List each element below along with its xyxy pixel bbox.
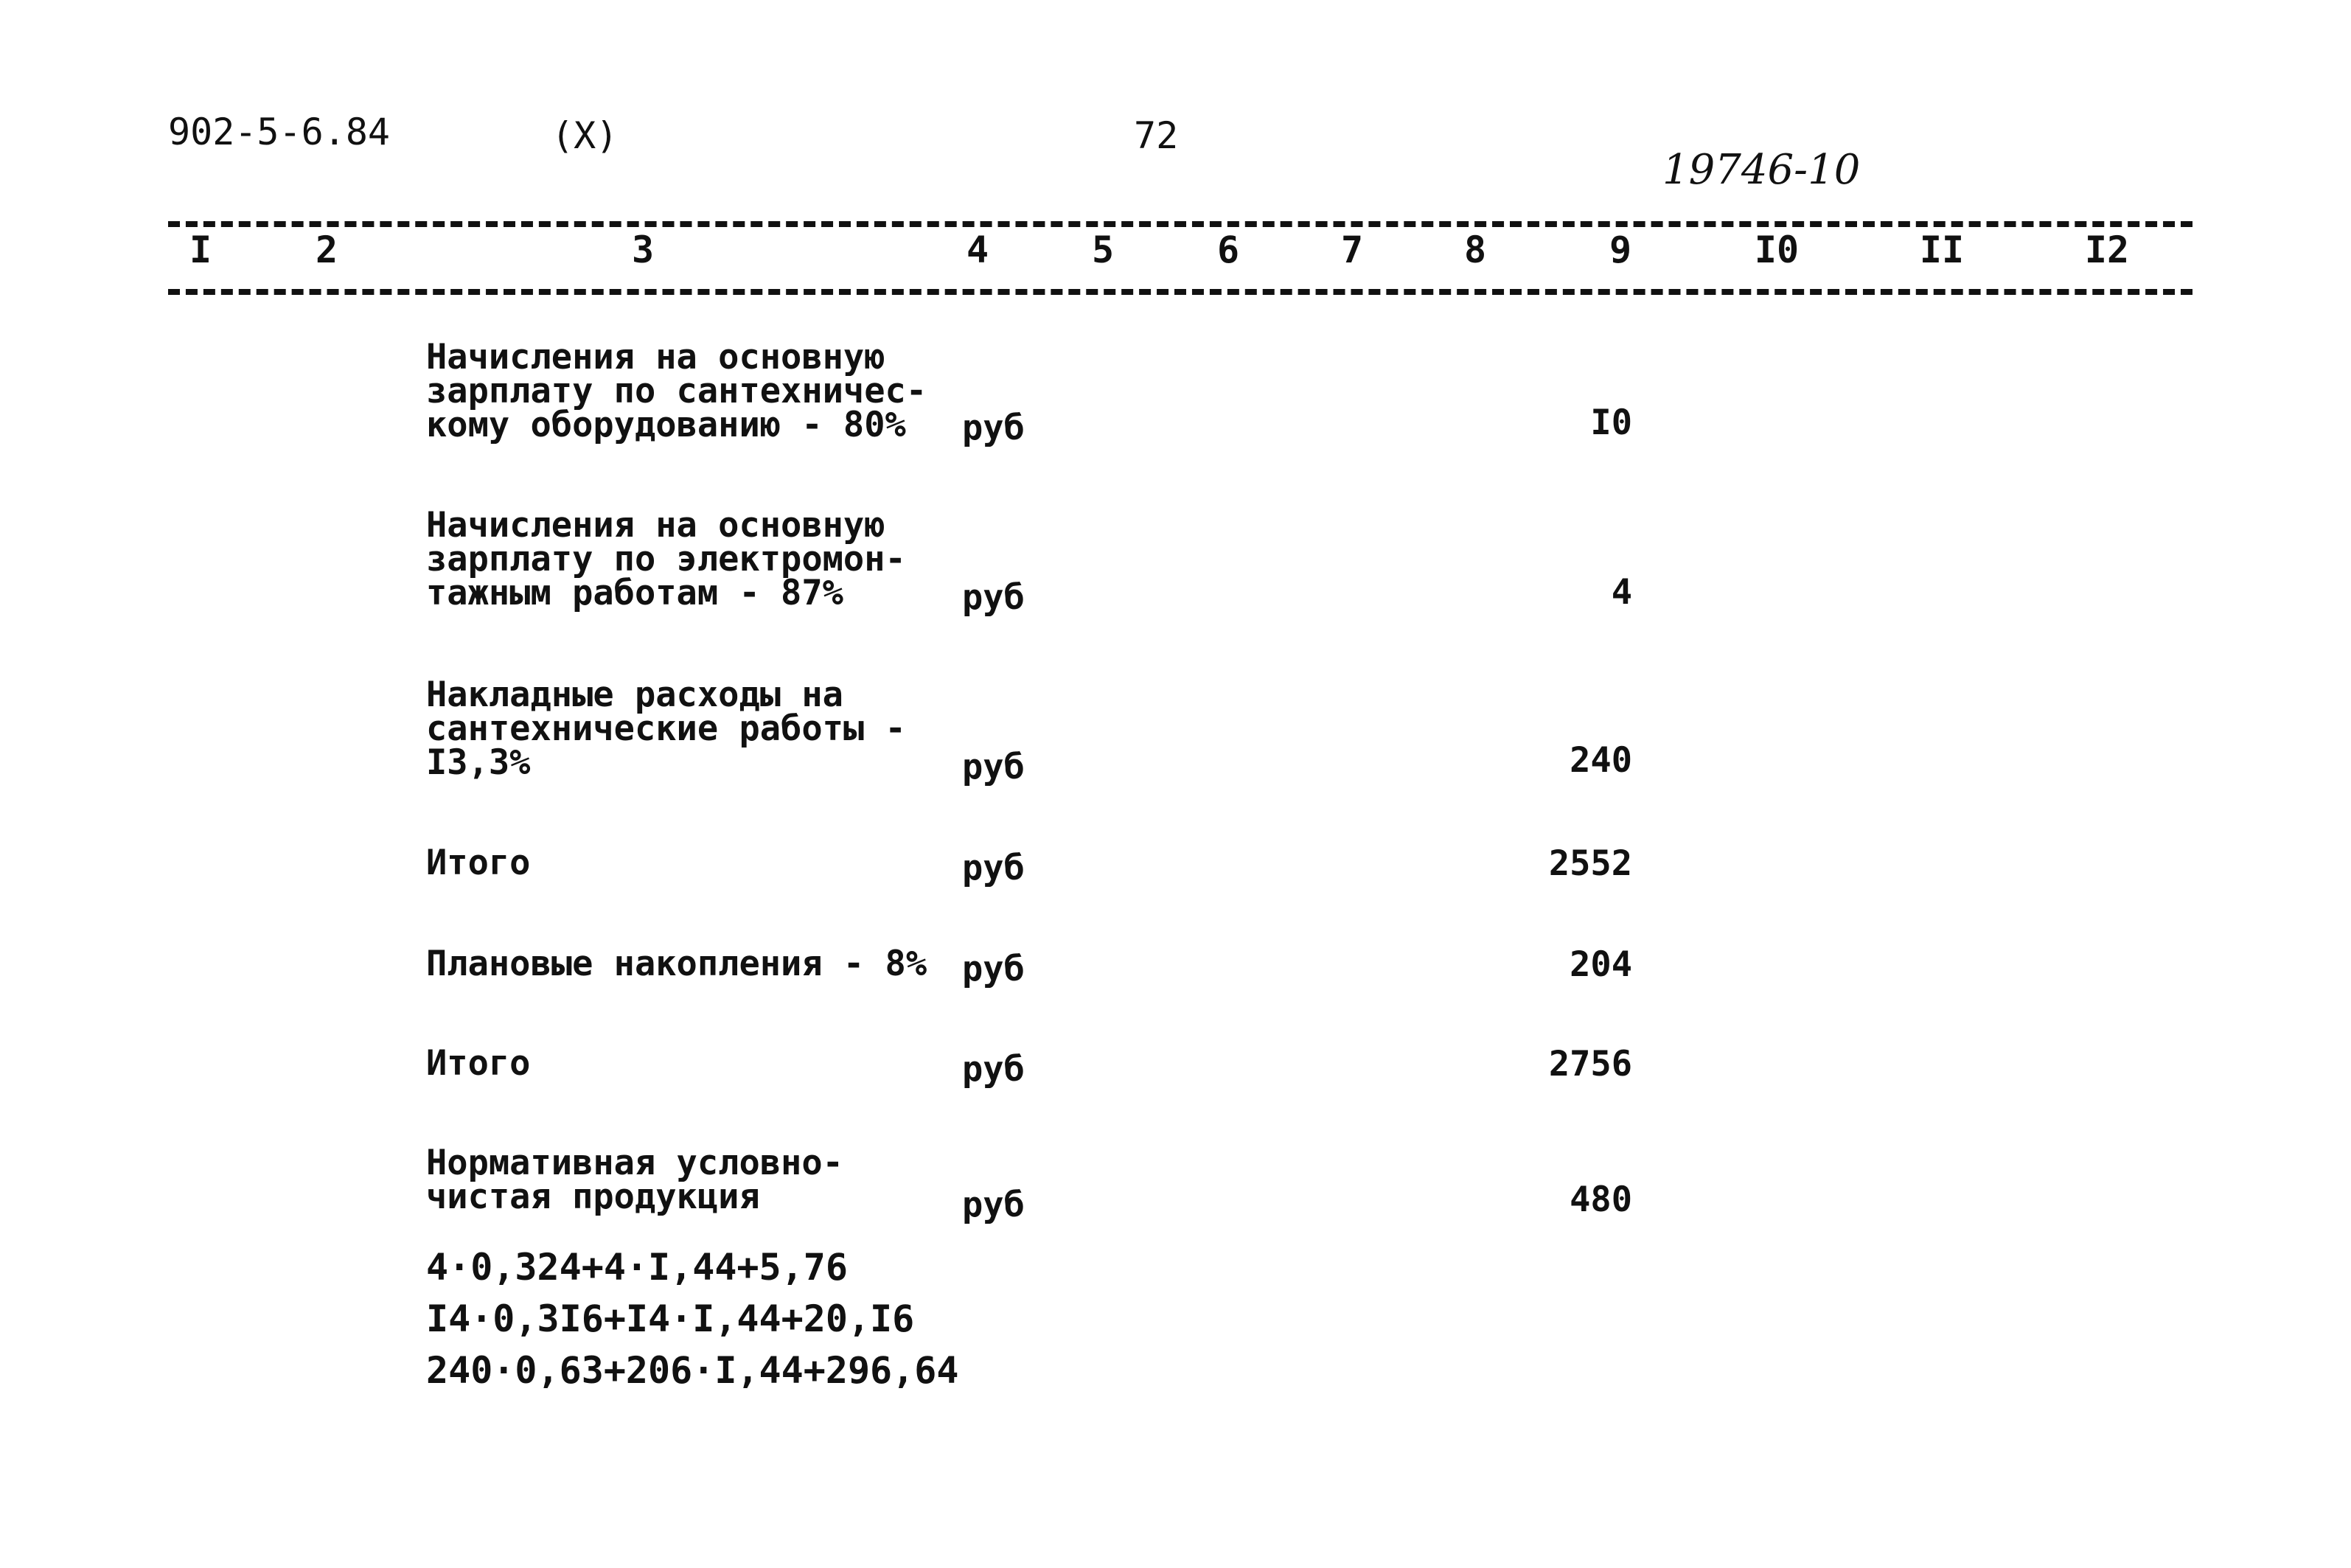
column-header: 3 [631, 229, 655, 271]
document-code: 902-5-6.84 [168, 111, 391, 153]
column-header: 9 [1609, 229, 1632, 271]
column-header: I [189, 229, 212, 271]
row-description: Итого [426, 843, 531, 883]
column-header: I0 [1754, 229, 1800, 271]
page-number: 72 [1134, 114, 1179, 157]
row-unit: руб [962, 1185, 1025, 1225]
column-header: 6 [1216, 229, 1240, 271]
row-amount: 480 [1570, 1180, 1632, 1220]
column-header: 4 [966, 229, 989, 271]
handwritten-reference: 19746-10 [1662, 146, 1861, 194]
calculation-line: 240·0,63+206·I,44+296,64 [426, 1349, 959, 1392]
row-description: Итого [426, 1043, 531, 1084]
header-rule-top [168, 221, 2192, 227]
column-header: 2 [315, 229, 338, 271]
column-header: 8 [1463, 229, 1487, 271]
row-amount: 4 [1611, 572, 1632, 613]
row-amount: 240 [1570, 740, 1632, 781]
row-description: Начисления на основную зарплату по сантехничес- кому оборудованию - 80% [426, 337, 927, 445]
header-rule-bottom [168, 289, 2192, 295]
section-label: (X) [551, 114, 619, 157]
row-description: Плановые накопления - 8% [426, 944, 927, 984]
row-unit: руб [962, 1049, 1025, 1090]
row-description: Начисления на основную зарплату по электромон- тажным работам - 87% [426, 505, 906, 613]
row-unit: руб [962, 408, 1025, 448]
row-unit: руб [962, 848, 1025, 888]
column-header: 5 [1091, 229, 1115, 271]
column-header: II [1919, 229, 1965, 271]
row-amount: 2756 [1548, 1044, 1632, 1084]
row-unit: руб [962, 949, 1025, 989]
row-unit: руб [962, 577, 1025, 618]
row-description: Накладные расходы на сантехнические работы - I3,3% [426, 675, 906, 783]
row-description: Нормативная условно- чистая продукция [426, 1143, 843, 1217]
row-amount: I0 [1590, 403, 1632, 443]
row-amount: 204 [1570, 944, 1632, 985]
column-header: I2 [2084, 229, 2130, 271]
row-amount: 2552 [1548, 843, 1632, 884]
column-header: 7 [1340, 229, 1364, 271]
calculation-line: 4·0,324+4·I,44+5,76 [426, 1246, 848, 1289]
row-unit: руб [962, 747, 1025, 787]
calculation-line: I4·0,3I6+I4·I,44+20,I6 [426, 1297, 915, 1340]
